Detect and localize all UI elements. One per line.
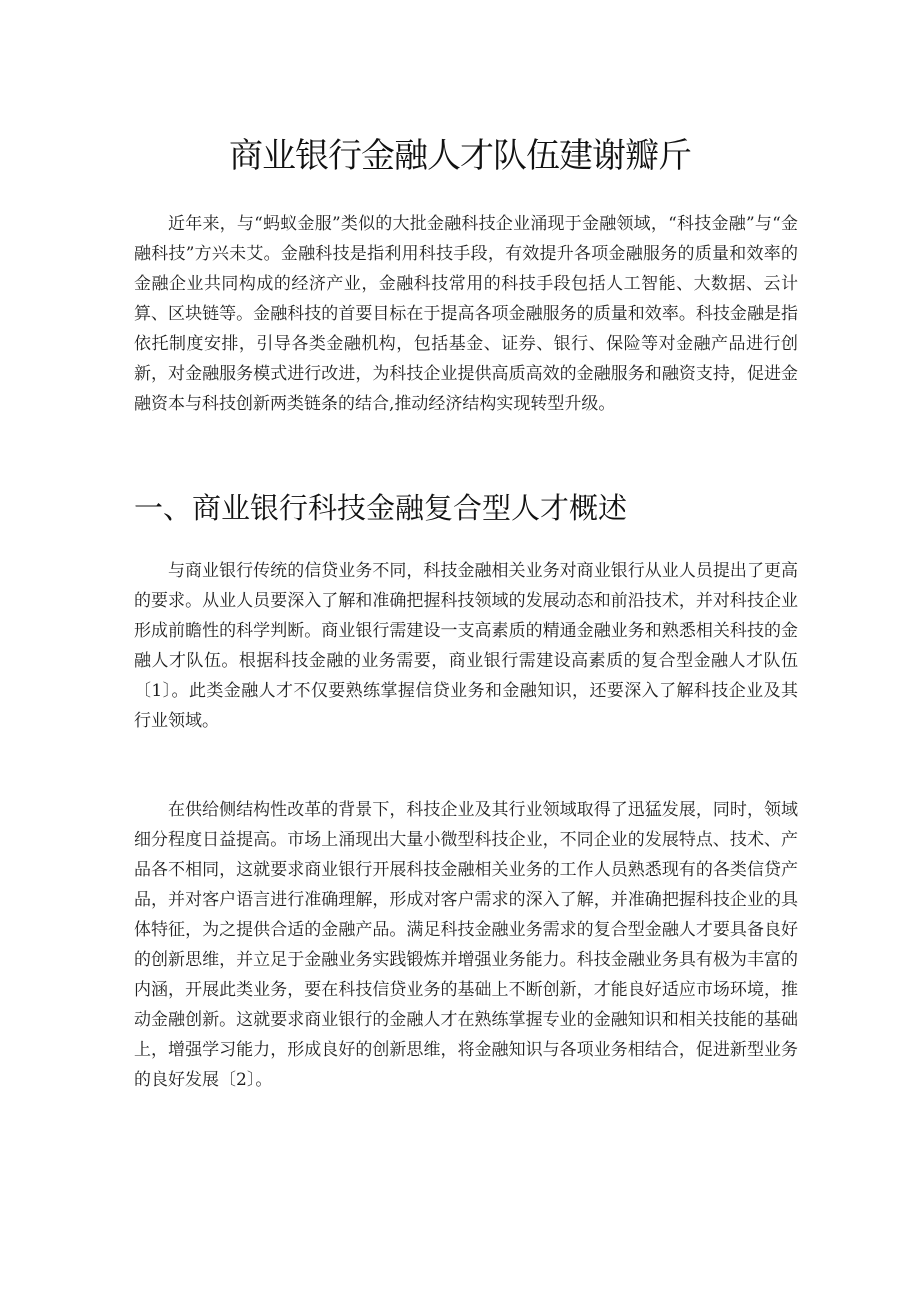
section-paragraph-1: 与商业银行传统的信贷业务不同，科技金融相关业务对商业银行从业人员提出了更高的要求。从业人员要深入了解和准确把握科技领域的发展动态和前沿技术，并对科技企业形成前瞻性的科学判断。商业银行需建设一支高素质的精通金融业务和熟悉相关科技的金融人才队伍。根据科技金融的业务需要，商业银行需建设高素质的复合型金融人才队伍〔1〕。此类金融人才不仅要熟练掌握信贷业务和金融知识，还要深入了解科技企业及其行业领域。 (134, 561, 798, 731)
document-title: 商业银行金融人才队伍建谢瓣斤 (229, 136, 691, 176)
section-paragraph-2: 在供给侧结构性改革的背景下，科技企业及其行业领域取得了迅猛发展，同时，领域细分程度日益提高。市场上涌现出大量小微型科技企业，不同企业的发展特点、技术、产品各不相同，这就要求商业银行开展科技金融相关业务的工作人员熟悉现有的各类信贷产品，并对客户语言进行准确理解，形成对客户需求的深入了解，并准确把握科技企业的具体特征，为之提供合适的金融产品。满足科技金融业务需求的复合型金融人才要具备良好的创新思维，并立足于金融业务实践锻炼并增强业务能力。科技金融业务具有极为丰富的内涵，开展此类业务，要在科技信贷业务的基础上不断创新，才能良好适应市场环境，推动金融创新。这就要求商业银行的金融人才在熟练掌握专业的金融知识和相关技能的基础上，增强学习能力，形成良好的创新思维，将金融知识与各项业务相结合，促进新型业务的良好发展〔2〕。 (134, 800, 798, 1090)
section-heading: 一、商业银行科技金融复合型人才概述 (134, 491, 628, 525)
intro-paragraph: 近年来，与“蚂蚁金服”类似的大批金融科技企业涌现于金融领域，“科技金融”与“金融科技”方兴未艾。金融科技是指利用科技手段，有效提升各项金融服务的质量和效率的金融企业共同构成的经济产业，金融科技常用的科技手段包括人工智能、大数据、云计算、区块链等。金融科技的首要目标在于提高各项金融服务的质量和效率。科技金融是指依托制度安排，引导各类金融机构，包括基金、证券、银行、保险等对金融产品进行创新，对金融服务模式进行改进，为科技企业提供高质高效的金融服务和融资支持，促进金融资本与科技创新两类链条的结合,推动经济结构实现转型升级。 (134, 214, 798, 414)
